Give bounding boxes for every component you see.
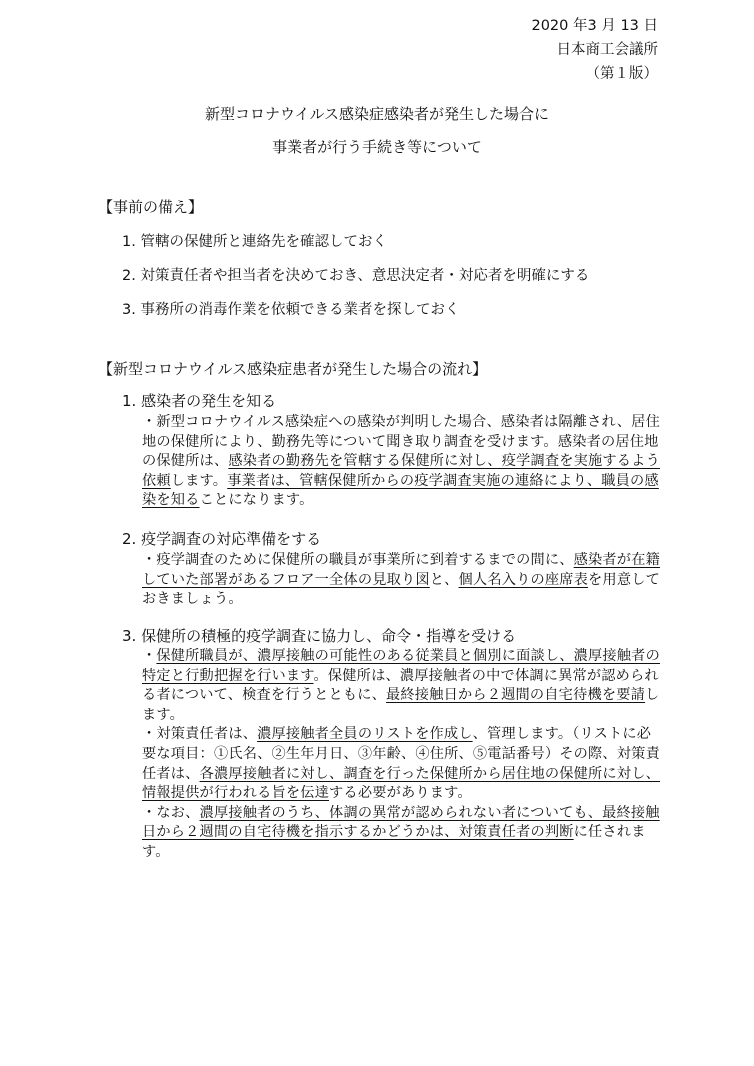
underlined-phrase: 保健所職員が、濃厚接触の可能性のある従業員と個別に面談し、濃厚接触者の特定と行動把握を行います <box>142 648 660 684</box>
document-title-line-1: 新型コロナウイルス感染症感染者が発生した場合に <box>204 105 550 123</box>
underlined-phrase: 事業者は、管轄保健所からの疫学調査実施の連絡により、職員の感染を知る <box>142 472 659 509</box>
flow-step-3-paragraph-2: ・対策責任者は、濃厚接触者全員のリストを作成し、管理します。（リストに必要な項目：①氏名、②生年月日、③年齢、④住所、⑤電話番号）その際、対策責任者は、各濃厚接触者に対し、調査を行った保健所から居住地の保健所に対し、情報提供が行われる旨を伝達する必要があります。 <box>142 726 660 802</box>
prep-item-2: 2. 対策責任者や担当者を決めておき、意思決定者・対応者を明確にする <box>122 268 590 284</box>
flow-step-3-heading: 3. 保健所の積極的疫学調査に協力し、命令・指導を受ける <box>122 627 517 645</box>
flow-step-3-body <box>142 647 662 863</box>
underlined-phrase: 個人名入りの座席表 <box>458 571 589 588</box>
flow-step-2-paragraph: ・疫学調査のために保健所の職員が事業所に到着するまでの間に、感染者が在籍していた部署があるフロア一全体の見取り図と、個人名入りの座席表を用意しておきましょう。 <box>142 552 660 608</box>
organization-name: 日本商工会議所 <box>556 42 658 58</box>
underlined-phrase: 濃厚接触者のうち、体調の異常が認められない者についても、最終接触日から２週間の自宅待機を指示するかどうかは、対策責任者の判断 <box>142 804 660 841</box>
underlined-phrase: 濃厚接触者全員のリストを作成し <box>257 726 473 743</box>
flow-step-3-paragraph-3: ・なお、濃厚接触者のうち、体調の異常が認められない者についても、最終接触日から２週間の自宅待機を指示するかどうかは、対策責任者の判断に任されます。 <box>142 804 660 860</box>
underlined-phrase: 各濃厚接触者に対し、調査を行った保健所から居住地の保健所に対し、情報提供が行われる旨を伝達 <box>142 765 660 802</box>
edition-label: （第１版） <box>585 66 658 82</box>
flow-step-3-paragraph-1: ・保健所職員が、濃厚接触の可能性のある従業員と個別に面談し、濃厚接触者の特定と行動把握を行います。保健所は、濃厚接触者の中で体調に異常が認められる者について、検査を行うとともに、最終接触日から２週間の自宅待機を要請します。 <box>142 648 660 723</box>
flow-section-heading: 【新型コロナウイルス感染症患者が発生した場合の流れ】 <box>98 360 488 378</box>
prep-section-heading: 【事前の備え】 <box>98 198 204 216</box>
prep-item-3: 3. 事務所の消毒作業を依頼できる業者を探しておく <box>122 302 460 318</box>
underlined-phrase: 感染者が在籍していた部署があるフロア一全体の見取り図 <box>142 552 660 588</box>
flow-step-2-body <box>142 551 662 610</box>
document-date: 2020 年3 月 13 日 <box>531 18 658 34</box>
document-title-line-2: 事業者が行う手続き等について <box>272 138 482 156</box>
underlined-phrase: 感染者の勤務先を管轄する保健所に対し、疫学調査を実施するよう依頼 <box>142 453 660 489</box>
flow-step-2-heading: 2. 疫学調査の対応準備をする <box>122 530 322 548</box>
prep-item-1: 1. 管轄の保健所と連絡先を確認しておく <box>122 234 387 250</box>
flow-step-1-body <box>142 413 662 511</box>
flow-step-1-heading: 1. 感染者の発生を知る <box>122 392 277 410</box>
underlined-phrase: 最終接触日から２週間の自宅待機を要請 <box>386 687 646 704</box>
flow-step-1-paragraph: ・新型コロナウイルス感染症への感染が判明した場合、感染者は隔離され、居住地の保健所により、勤務先等について聞き取り調査を受けます。感染者の居住地の保健所は、感染者の勤務先を管轄する保健所に対し、疫学調査を実施するよう依頼します。事業者は、管轄保健所からの疫学調査実施の連絡により、職員の感染を知ることになります。 <box>142 414 660 509</box>
